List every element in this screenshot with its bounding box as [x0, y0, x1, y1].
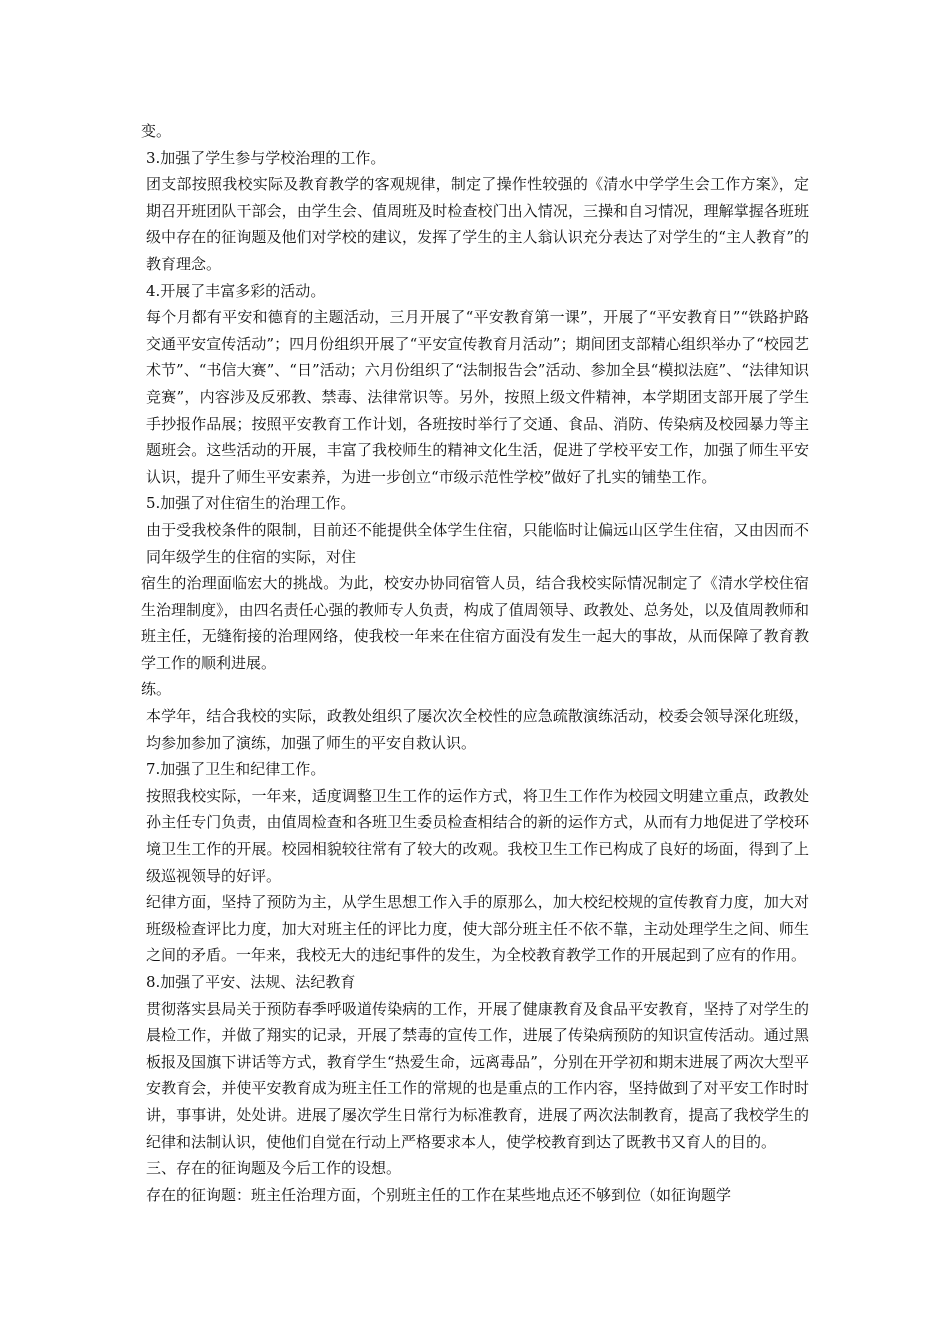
paragraph-evacuation-drill: 本学年，结合我校的实际，政教处组织了屡次次全校性的应急疏散演练活动，校委会领导深化班级，均参加参加了演练，加强了师生的平安自救认识。	[146, 707, 809, 752]
paragraph-activities: 每个月都有平安和德育的主题活动，三月开展了“平安教育第一课”，开展了“平安教育日”“铁路护路交通平安宣传活动”；四月份组织开展了“平安宣传教育月活动”；期间团支部精心组织举办了“校园艺术节”、“书信大赛”、“日”活动；六月份组织了“法制报告会”活动、参加全县“模拟法庭”、“法律知识竞赛”，内容涉及反邪教、禁毒、法律常识等。另外，按照上级文件精神，本学期团支部开展了学生手抄报作品展；按照平安教育工作计划，各班按时举行了交通、食品、消防、传染病及校园暴力等主题班会。这些活动的开展，丰富了我校师生的精神文化生活，促进了学校平安工作，加强了师生平安认识，提升了师生平安素养，为进一步创立“市级示范性学校”做好了扎实的铺垫工作。	[146, 308, 809, 486]
section-heading-4: 4.开展了丰富多彩的活动。	[146, 281, 326, 300]
paragraph-boarding-intro: 由于受我校条件的限制，目前还不能提供全体学生住宿，只能临时让偏远山区学生住宿，又由因而不同年级学生的住宿的实际，对住	[146, 520, 809, 566]
section-heading-8: 8.加强了平安、法规、法纪教育	[146, 973, 356, 991]
paragraph-existing-problems: 存在的征询题：班主任治理方面，个别班主任的工作在某些地点还不够到位（如征询题学	[146, 1185, 732, 1204]
paragraph-safety-education: 贯彻落实县局关于预防春季呼吸道传染病的工作，开展了健康教育及食品平安教育，坚持了对学生的晨检工作，并做了翔实的记录，开展了禁毒的宣传工作，进展了传染病预防的知识宣传活动。通过黑板报及国旗下讲话等方式，教育学生“热爱生命，远离毒品”，分别在开学初和期末进展了两次大型平安教育会，并使平安教育成为班主任工作的常规的也是重点的工作内容，坚持做到了对平安工作时时讲，事事讲，处处讲。进展了屡次学生日常行为标准教育，进展了两次法制教育，提高了我校学生的纪律和法制认识，使他们自觉在行动上严格要求本人，使学校教育到达了既教书又育人的目的。	[146, 999, 809, 1151]
paragraph-drill-fragment: 练。	[141, 680, 172, 699]
section-heading-5: 5.加强了对住宿生的治理工作。	[146, 494, 356, 513]
paragraph-discipline: 纪律方面，坚持了预防为主，从学生思想工作入手的原那么，加大校纪校规的宣传教育力度，加大对班级检查评比力度，加大对班主任的评比力度，使大部分班主任不依不靠，主动处理学生之间、师生之间的矛盾。一年来，我校无大的违纪事件的发生，为全校教育教学工作的开展起到了应有的作用。	[146, 893, 809, 965]
paragraph-boarding-management: 宿生的治理面临宏大的挑战。为此，校安办协同宿管人员，结合我校实际情况制定了《清水学校住宿生治理制度》，由四名责任心强的教师专人负责，构成了值周领导、政教处、总务处，以及值周教师和班主任，无缝衔接的治理网络，使我校一年来在住宿方面没有发生一起大的事故，从而保障了教育教学工作的顺利进展。	[141, 574, 809, 672]
paragraph-student-governance: 团支部按照我校实际及教育教学的客观规律，制定了操作性较强的《清水中学学生会工作方案》，定期召开班团队干部会，由学生会、值周班及时检查校门出入情况，三操和自习情况，理解掌握各班班级中存在的征询题及他们对学校的建议，发挥了学生的主人翁认识充分表达了对学生的“主人教育”的教育理念。	[146, 175, 809, 273]
section-heading-problems: 三、存在的征询题及今后工作的设想。	[146, 1159, 402, 1178]
paragraph-continuation: 变。	[141, 122, 172, 140]
document-page	[141, 118, 809, 1208]
section-heading-3: 3.加强了学生参与学校治理的工作。	[146, 148, 386, 167]
section-heading-7: 7.加强了卫生和纪律工作。	[146, 760, 326, 779]
paragraph-hygiene: 按照我校实际，一年来，适度调整卫生工作的运作方式，将卫生工作作为校园文明建立重点，政教处孙主任专门负责，由值周检查和各班卫生委员检查相结合的新的运作方式，从而有力地促进了学校环境卫生工作的开展。校园相貌较往常有了较大的改观。我校卫生工作已构成了良好的场面，得到了上级巡视领导的好评。	[146, 786, 809, 885]
